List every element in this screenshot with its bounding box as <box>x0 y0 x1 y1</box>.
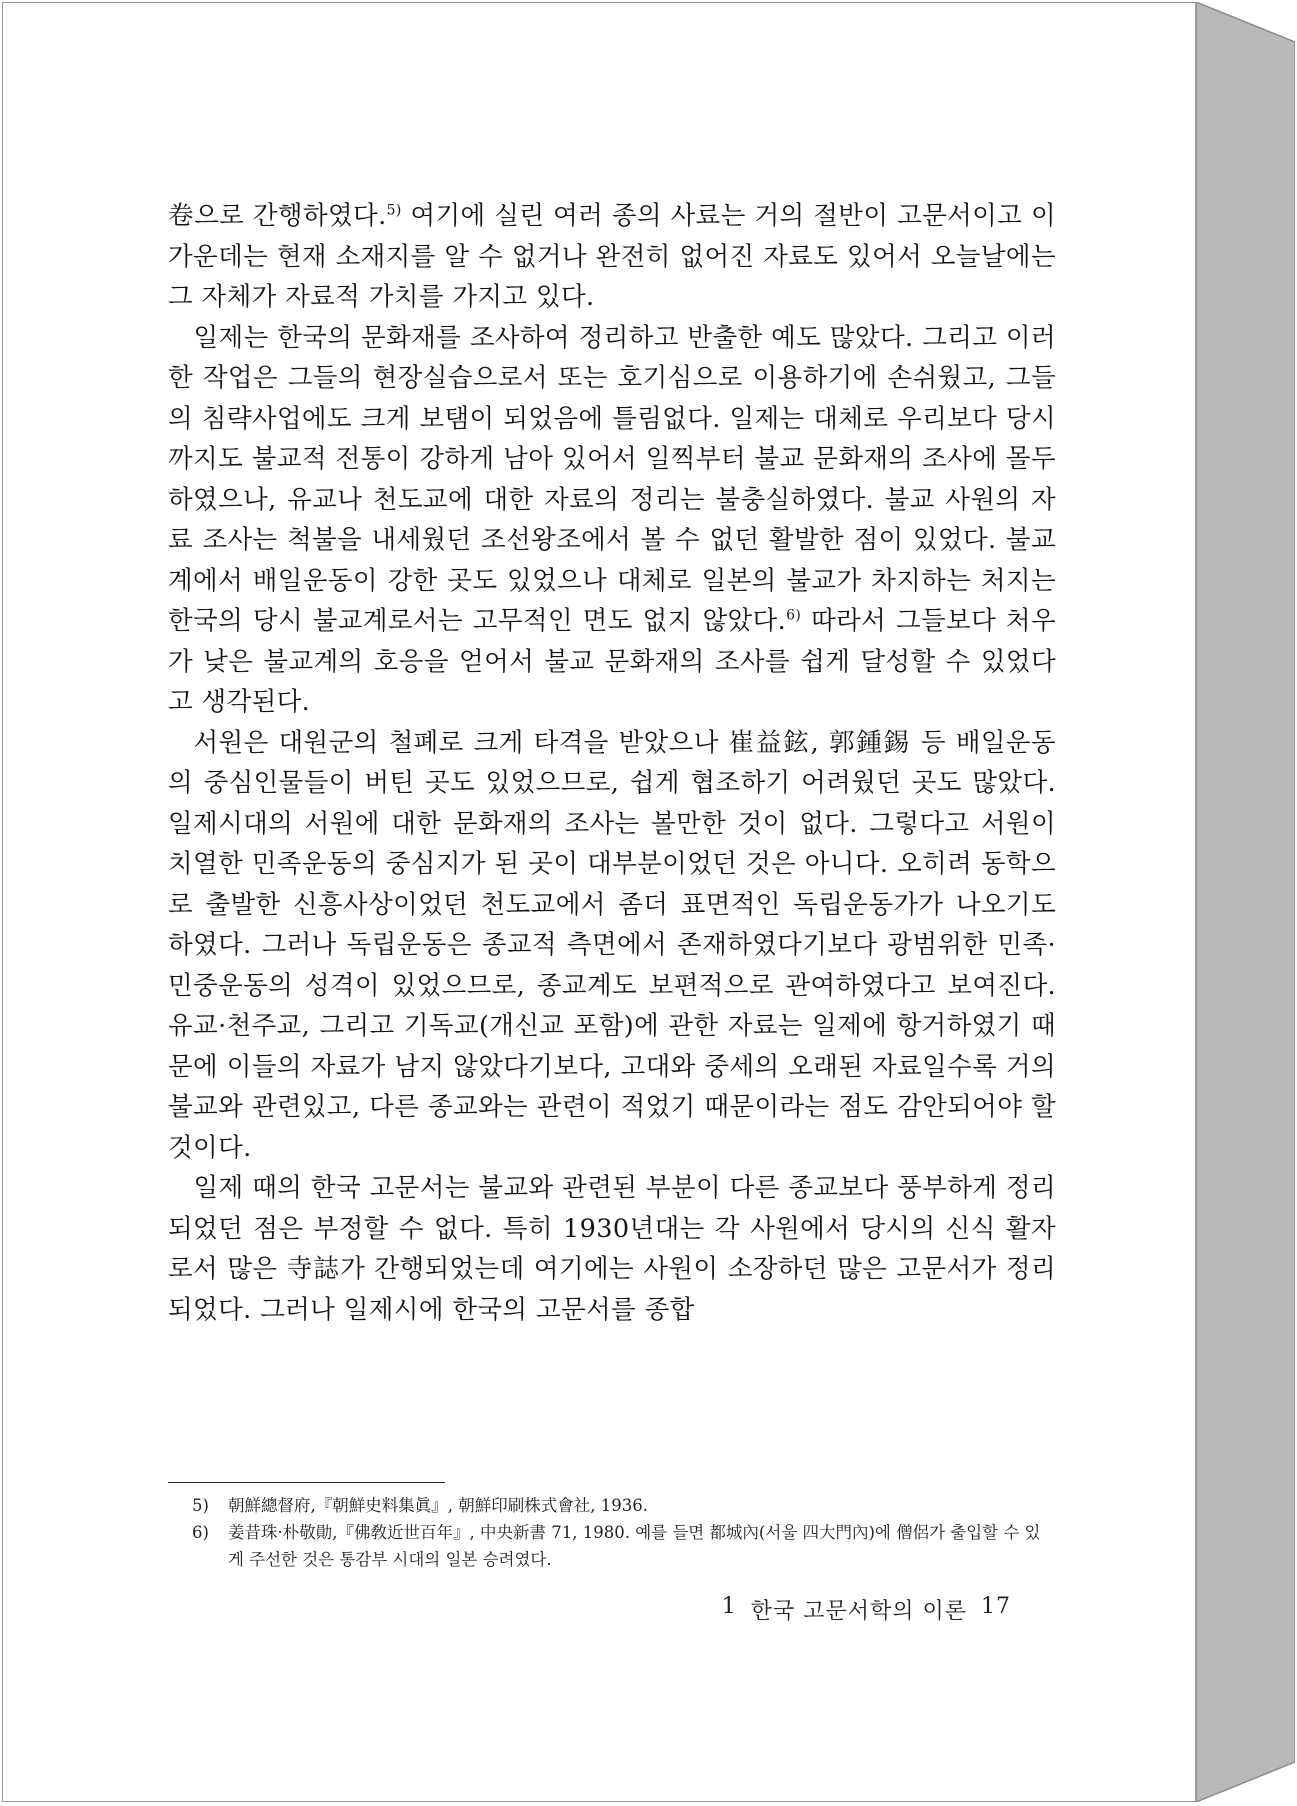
running-footer <box>722 1594 1011 1625</box>
paragraph-text: 여기에 실린 여러 종의 사료는 거의 절반이 고문서이고 이 가운데는 현재 소재지를 알 수 없거나 완전히 없어진 자료도 있어서 오늘날에는 그 자체가 자료적 가치를 가지고 있다. <box>168 201 1056 312</box>
footnote-divider <box>168 1482 445 1483</box>
footnote-text: 朝鮮總督府,『朝鮮史料集眞』, 朝鮮印刷株式會社, 1936. <box>228 1496 648 1515</box>
footnote-5 <box>192 1492 1052 1519</box>
footnote-text: 姜昔珠·朴敬勛,『佛敎近世百年』, 中央新書 71, 1980. 예를 들면 都城內(서울 四大門內)에 僧侶가 출입할 수 있게 주선한 것은 통감부 시대의 일본 승려였다. <box>228 1523 1041 1569</box>
paragraph-text: 따라서 그들보다 처우가 낮은 불교계의 호응을 얻어서 불교 문화재의 조사를 쉽게 달성할 수 있었다고 생각된다. <box>168 606 1056 717</box>
book-page-edge <box>1196 2 1295 1802</box>
paragraph-text: 일제는 한국의 문화재를 조사하여 정리하고 반출한 예도 많았다. 그리고 이러한 작업은 그들의 현장실습으로서 또는 호기심으로 이용하기에 손쉬웠고, 그들의 침략사업에도 크게 보탬이 되었음에 틀림없다. 일제는 대체로 우리보다 당시까지도 불교적 전통이 강하게 남아 있어서 일찍부터 불교 문화재의 조사에 몰두하였으나, 유교나 천도교에 대한 자료의 정리는 불충실하였다. 불교 사원의 자료 조사는 척불을 내세웠던 조선왕조에서 볼 수 없던 활발한 점이 있었다. 불교계에서 배일운동이 강한 곳도 있었으나 대체로 일본의 불교가 차지하는 처지는 한국의 당시 불교계로서는 고무적인 면도 없지 않았다. <box>168 322 1056 636</box>
footnote-reference: 6) <box>786 607 802 624</box>
paragraph-text: 卷으로 간행하였다. <box>168 201 387 231</box>
footnote-reference: 5) <box>386 202 402 219</box>
paragraph-text: 서원은 대원군의 철폐로 크게 타격을 받았으나 崔益鉉, 郭鍾錫 등 배일운동의 중심인물들이 버틴 곳도 있었으므로, 쉽게 협조하기 어려웠던 곳도 많았다. 일제시대의 서원에 대한 문화재의 조사는 볼만한 것이 없다. 그렇다고 서원이 치열한 민족운동의 중심지가 된 곳이 대부분이었던 것은 아니다. 오히려 동학으로 출발한 신흥사상이었던 천도교에서 좀더 표면적인 독립운동가가 나오기도 하였다. 그러나 독립운동은 종교적 측면에서 존재하였다기보다 광범위한 민족·민중운동의 성격이 있었으므로, 종교계도 보편적으로 관여하였다고 보여진다. 유교·천주교, 그리고 기독교(개신교 포함)에 관한 자료는 일제에 항거하였기 때문에 이들의 자료가 남지 않았다기보다, 고대와 중세의 오래된 자료일수록 거의 불교와 관련있고, 다른 종교와는 관련이 적었기 때문이라는 점도 감안되어야 할 것이다. <box>168 727 1056 1163</box>
paragraph <box>168 196 1056 318</box>
paragraph <box>168 1168 1056 1330</box>
paragraph <box>168 318 1056 723</box>
page-number: 17 <box>981 1594 1011 1619</box>
footnote-number: 5) <box>192 1496 209 1515</box>
paragraph <box>168 723 1056 1169</box>
footnote-6 <box>192 1519 1052 1573</box>
footnotes <box>192 1492 1052 1573</box>
chapter-title: 한국 고문서학의 이론 <box>750 1599 967 1624</box>
paragraph-text: 일제 때의 한국 고문서는 불교와 관련된 부분이 다른 종교보다 풍부하게 정리되었던 점은 부정할 수 없다. 특히 1930년대는 각 사원에서 당시의 신식 활자로서 많은 寺誌가 간행되었는데 여기에는 사원이 소장하던 많은 고문서가 정리되었다. 그러나 일제시에 한국의 고문서를 종합 <box>168 1173 1056 1325</box>
body-text <box>168 196 1056 1330</box>
footnote-number: 6) <box>192 1523 209 1542</box>
paragraph-container <box>168 196 1056 1330</box>
chapter-number: 1 <box>721 1594 737 1619</box>
